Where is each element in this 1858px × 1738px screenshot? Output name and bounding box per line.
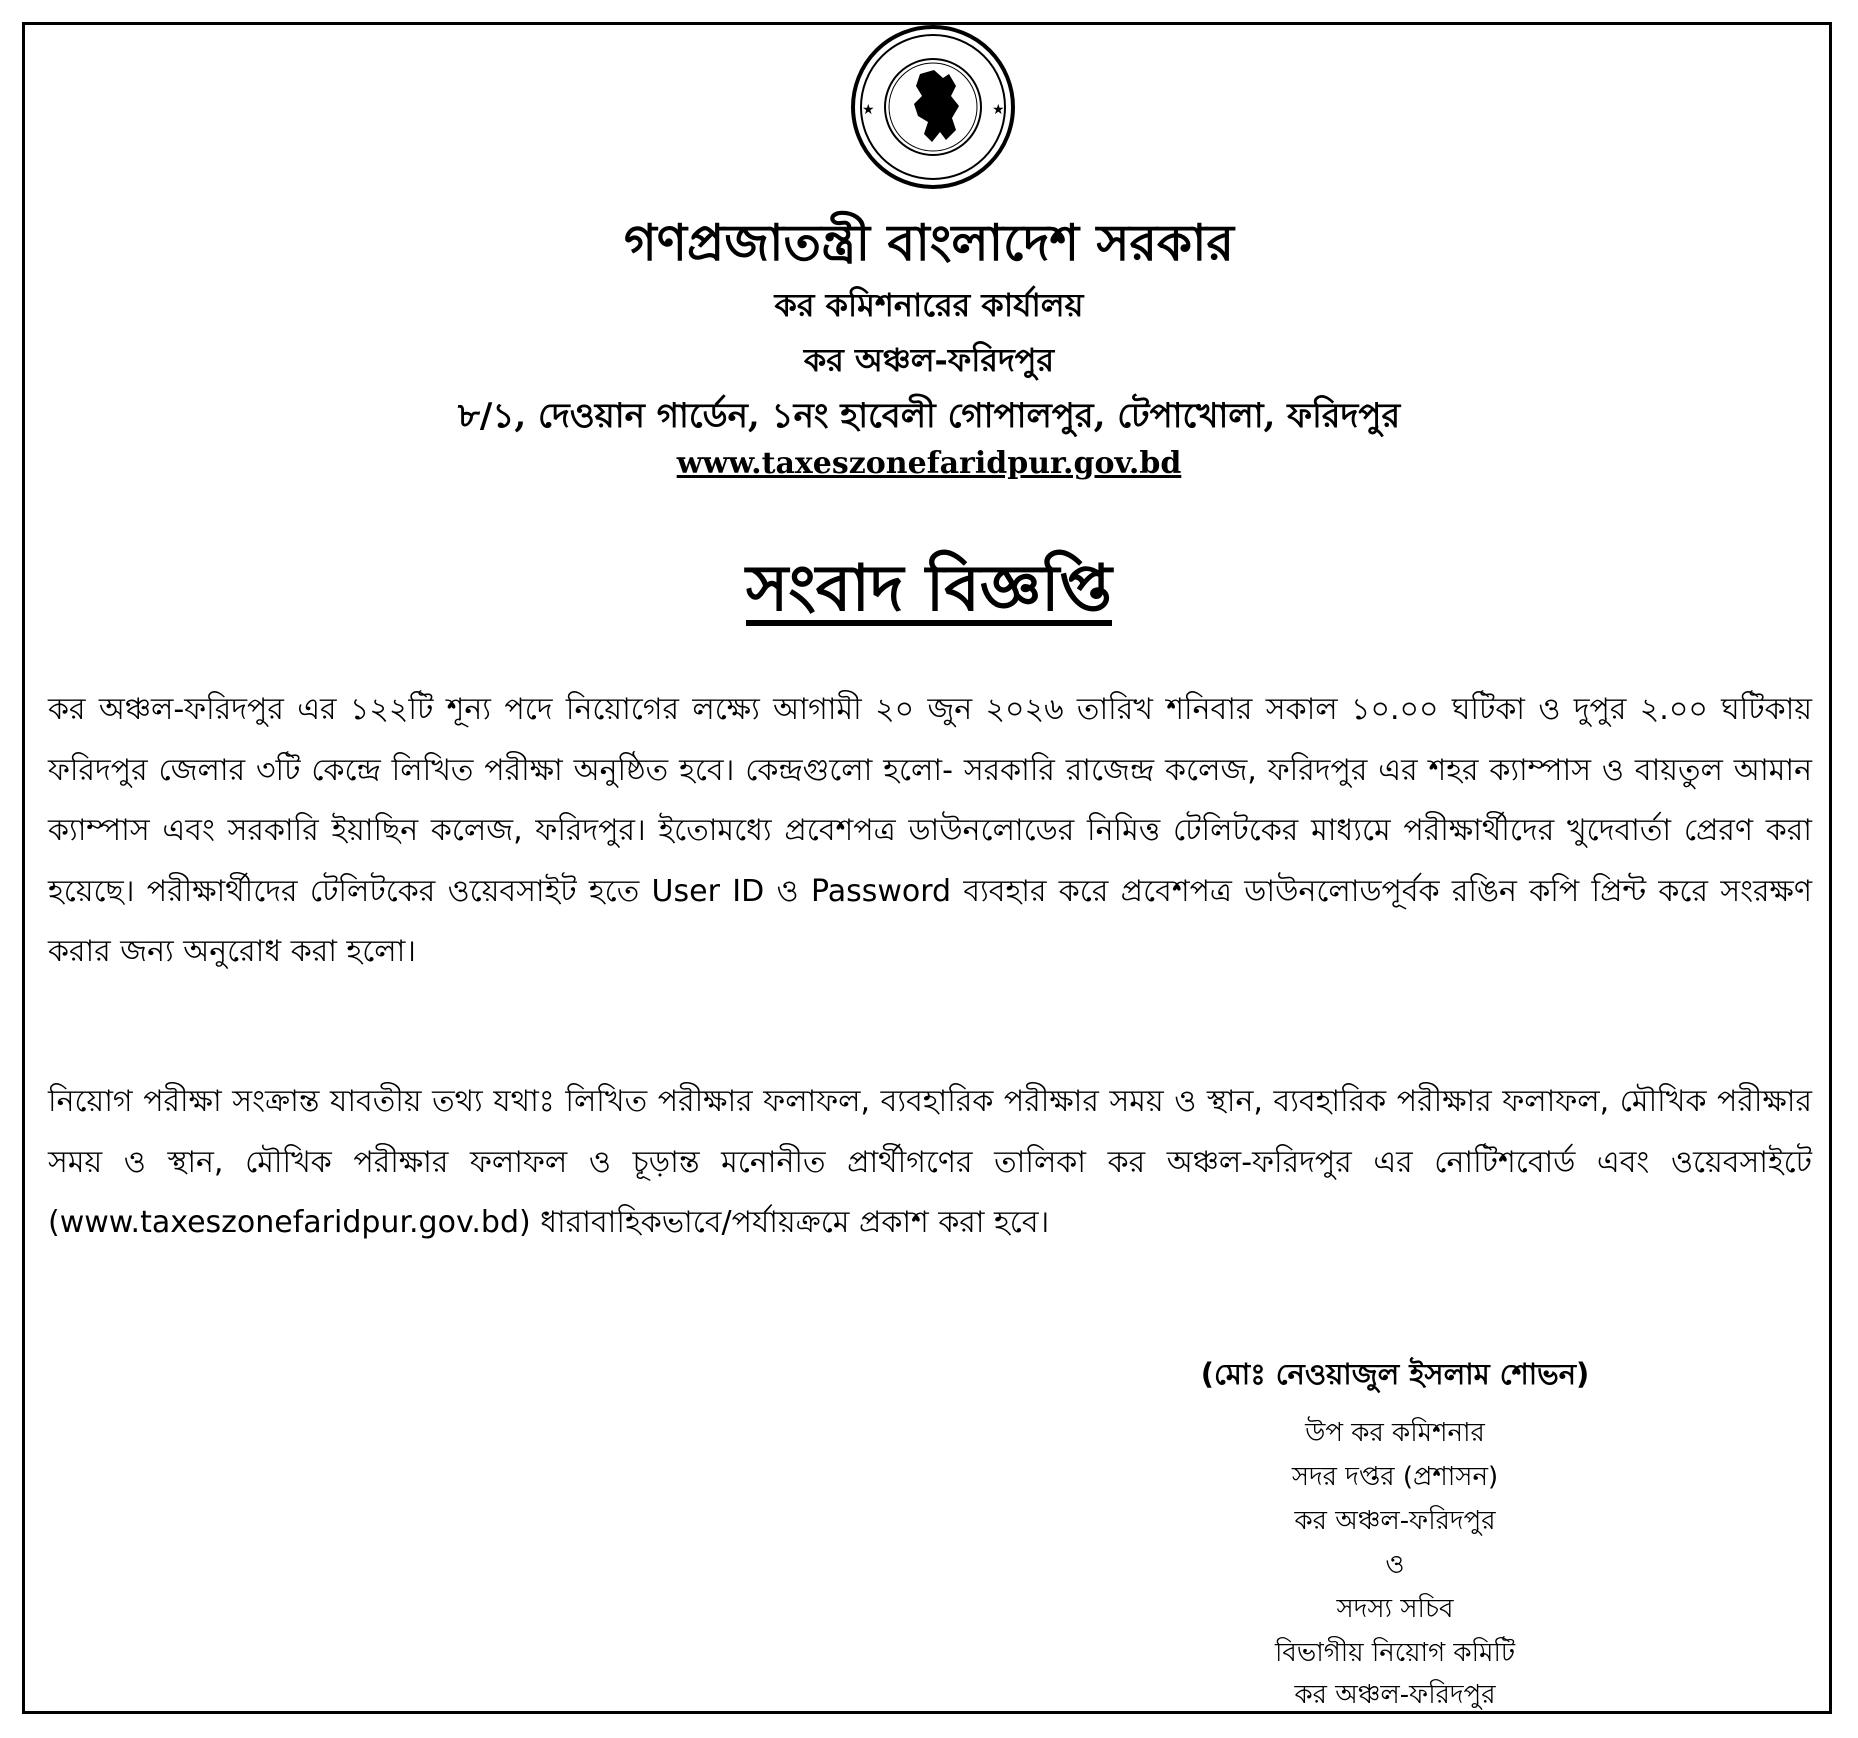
signatory-conjunction: ও — [1385, 1550, 1405, 1580]
signatory-role: সদস্য সচিব — [1336, 1594, 1454, 1624]
signatory-department: সদর দপ্তর (প্রশাসন) — [1291, 1462, 1499, 1492]
notice-title: সংবাদ বিজ্ঞপ্তি — [745, 551, 1112, 626]
office-name: কর কমিশনারের কার্যালয় — [774, 286, 1084, 324]
zone-name: কর অঞ্চল-ফরিদপুর — [803, 341, 1055, 379]
svg-text:★: ★ — [992, 102, 1005, 118]
signatory-zone: কর অঞ্চল-ফরিদপুর — [1294, 1506, 1496, 1536]
signatory-name: (মোঃ নেওয়াজুল ইসলাম শোভন) — [1200, 1357, 1590, 1391]
signatory-designation: উপ কর কমিশনার — [1305, 1418, 1485, 1448]
website-link[interactable]: www.taxeszonefaridpur.gov.bd — [676, 446, 1182, 481]
office-address: ৮/১, দেওয়ান গার্ডেন, ১নং হাবেলী গোপালপুর, টেপাখোলা, ফরিদপুর — [457, 396, 1401, 436]
svg-text:★: ★ — [862, 102, 875, 118]
paragraph-exam-schedule: কর অঞ্চল-ফরিদপুর এর ১২২টি শূন্য পদে নিয়োগের লক্ষ্যে আগামী ২০ জুন ২০২৬ তারিখ শনিবার সকাল ১০.০০ ঘটিকা ও দুপুর ২.০০ ঘটিকায় ফরিদপুর জেলার ৩টি কেন্দ্রে লিখিত পরীক্ষা অনুষ্ঠিত হবে। কেন্দ্রগুলো হলো- সরকারি রাজেন্দ্র কলেজ, ফরিদপুর এর শহর ক্যাম্পাস ও বায়তুল আমান ক্যাম্পাস এবং সরকারি ইয়াছিন কলেজ, ফরিদপুর। ইতোমধ্যে প্রবেশপত্র ডাউনলোডের নিমিত্ত টেলিটকের মাধ্যমে পরীক্ষার্থীদের খুদেবার্তা প্রেরণ করা হয়েছে। পরীক্ষার্থীদের টেলিটকের ওয়েবসাইট হতে User ID ও Password ব্যবহার করে প্রবেশপত্র ডাউনলোডপূর্বক রঙিন কপি প্রিন্ট করে সংরক্ষণ করার জন্য অনুরোধ করা হলো। — [48, 692, 1812, 969]
paragraph-results-info: নিয়োগ পরীক্ষা সংক্রান্ত যাবতীয় তথ্য যথাঃ লিখিত পরীক্ষার ফলাফল, ব্যবহারিক পরীক্ষার সময় ও স্থান, ব্যবহারিক পরীক্ষার ফলাফল, মৌখিক পরীক্ষার সময় ও স্থান, মৌখিক পরীক্ষার ফলাফল ও চূড়ান্ত মনোনীত প্রার্থীগণের তালিকা কর অঞ্চল-ফরিদপুর এর নোটিশবোর্ড এবং ওয়েবসাইটে (www.taxeszonefaridpur.gov.bd) ধারাবাহিকভাবে/পর্যায়ক্রমে প্রকাশ করা হবে। — [48, 1084, 1812, 1240]
signatory-committee-zone: কর অঞ্চল-ফরিদপুর — [1294, 1680, 1496, 1710]
government-name: গণপ্রজাতন্ত্রী বাংলাদেশ সরকার — [624, 213, 1234, 272]
government-seal-icon — [848, 22, 1018, 192]
signatory-committee: বিভাগীয় নিয়োগ কমিটি — [1274, 1638, 1516, 1668]
